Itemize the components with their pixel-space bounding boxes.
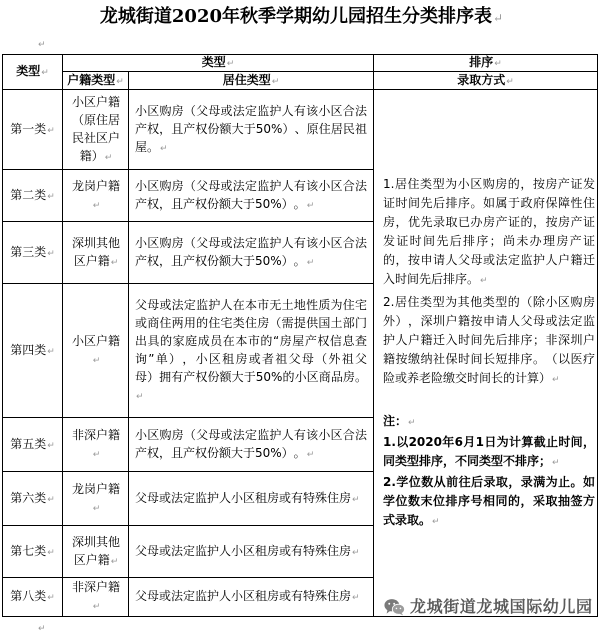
watermark-text: 龙城街道龙城国际幼儿园 [410,597,593,616]
category-cell [3,90,63,170]
empty-paragraph-mark [38,40,46,50]
household-type-text: 深圳其他区户籍 ↵ [71,533,121,571]
header-ordering-cell [374,55,598,72]
household-type-text: 龙岗户籍 ↵ [71,177,121,215]
wechat-icon [384,598,405,616]
header-residence-type-cell [129,72,374,90]
category-cell [3,418,63,472]
residence-type-text: 父母或法定监护人在本市无土地性质为住宅或商住两用的住宅类住房（需提供国土部门出具的家庭成员在本市的“房屋产权信息查询”单），小区租房或者祖父母（外祖父母）拥有产权份额大于50%的小区商品房。 ↵ [135,296,367,406]
notes-label: 注： ↵ [383,412,595,433]
category-label: 第二类 ↵ [6,186,59,206]
header-type-group-label: 类型 ↵ [63,55,373,71]
residence-cell [129,526,374,578]
residence-type-text: 小区购房（父母或法定监护人有该小区合法产权，且产权份额大于50%）。 ↵ [135,426,367,464]
category-cell [3,170,63,222]
household-type-text: 非深户籍 ↵ [71,426,121,464]
household-type-text: 小区户籍 ↵ [71,332,121,370]
residence-type-text: 小区购房（父母或法定监护人有该小区合法产权，且产权份额大于50%）、原住居民祖屋。 ↵ [135,102,367,158]
residence-cell [129,90,374,170]
category-cell [3,284,63,418]
household-type-text: 深圳其他区户籍 ↵ [71,234,121,272]
category-label: 第六类 ↵ [6,489,59,509]
household-cell [63,284,129,418]
residence-type-text: 父母或法定监护人小区租房或有特殊住房 ↵ [135,542,367,562]
category-label: 第七类 ↵ [6,542,59,562]
household-cell [63,170,129,222]
category-label: 第三类 ↵ [6,243,59,263]
category-label: 第一类 ↵ [6,120,59,140]
header-ordering-label: 排序 ↵ [374,55,597,71]
ordering-rule-2: 2.居住类型为其他类型的（除小区购房外），深圳户籍按申请人父母或法定监护人户籍迁入时间先后排序；非深圳户籍按缴纳社保时间长短排序。（以医疗险或养老险缴交时间长的计算） ↵ [383,293,595,390]
ordering-rules-cell [374,90,598,617]
household-cell [63,472,129,526]
category-label: 第四类 ↵ [6,341,59,361]
category-label: 第八类 ↵ [6,587,59,607]
residence-type-text: 小区购房（父母或法定监护人有该小区合法产权，且产权份额大于50%）。 ↵ [135,234,367,272]
note-2: 2.学位数从前往后录取，录满为止。如学位数末位排序号相同的，采取抽签方式录取。 ↵ [383,473,595,532]
category-cell [3,472,63,526]
empty-paragraph-mark [38,624,46,634]
category-cell [3,578,63,617]
category-cell [3,222,63,284]
header-category-label: 类型 ↵ [6,64,59,80]
header-admission-method-label: 录取方式 ↵ [374,73,597,89]
residence-type-text: 父母或法定监护人小区租房或有特殊住房 ↵ [135,587,367,607]
household-type-text: 非深户籍 ↵ [71,578,121,616]
note-1: 1.以2020年6月1日为计算截止时间，同类型排序，不同类型不排序； ↵ [383,433,595,473]
residence-cell [129,578,374,617]
admission-table [2,54,598,617]
household-type-text: 龙岗户籍 ↵ [71,480,121,518]
category-cell [3,526,63,578]
residence-cell [129,222,374,284]
residence-type-text: 父母或法定监护人小区租房或有特殊住房 ↵ [135,489,367,509]
household-type-text: 小区户籍（原住居民社区户籍） ↵ [71,93,121,167]
household-cell [63,418,129,472]
header-household-type-label: 户籍类型 ↵ [63,73,128,89]
residence-cell [129,170,374,222]
household-cell [63,90,129,170]
household-cell [63,222,129,284]
header-household-type-cell [63,72,129,90]
residence-cell [129,418,374,472]
header-admission-method-cell [374,72,598,90]
residence-cell [129,284,374,418]
household-cell [63,526,129,578]
header-category-cell [3,55,63,90]
category-label: 第五类 ↵ [6,435,59,455]
watermark [384,597,593,617]
document-title: 龙城街道2020年秋季学期幼儿园招生分类排序表 ↵ [0,6,603,29]
household-cell [63,578,129,617]
ordering-rule-1: 1.居住类型为小区购房的，按房产证发证时间先后排序。如属于政府保障性住房，优先录取已办房产证的，按房产证发证时间先后排序；尚未办理房产证的，按申请人父母或法定监护人户籍迁入时间先后排序。 ↵ [383,175,595,291]
header-residence-type-label: 居住类型 ↵ [129,73,373,89]
residence-type-text: 小区购房（父母或法定监护人有该小区合法产权，且产权份额大于50%）。 ↵ [135,177,367,215]
residence-cell [129,472,374,526]
header-type-group-cell [63,55,374,72]
